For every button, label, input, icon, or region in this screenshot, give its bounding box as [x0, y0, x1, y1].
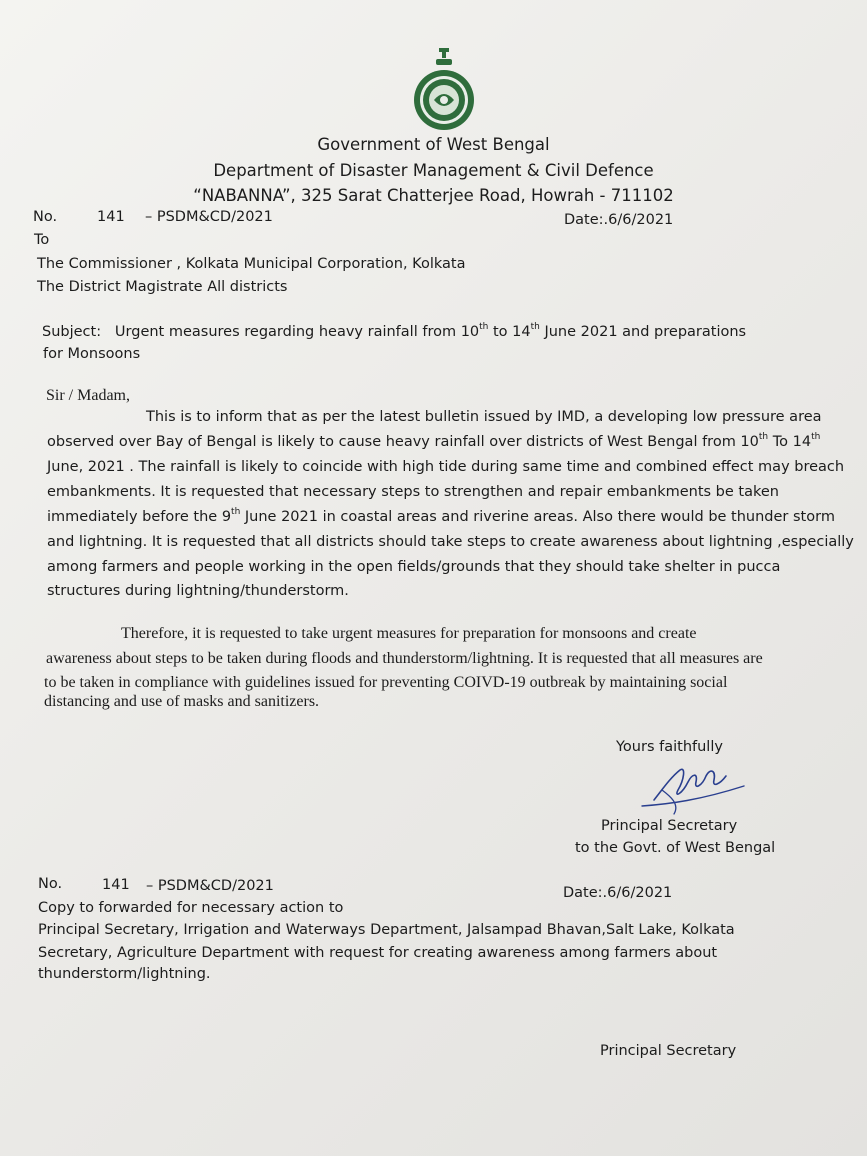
copy-line-3: Secretary, Agriculture Department with request for creating awareness among farmers about	[38, 945, 718, 961]
header-department: Department of Disaster Management & Civil Defence	[213, 161, 654, 180]
para1-line-1: This is to inform that as per the latest bulletin issued by IMD, a developing low pressure area	[146, 409, 822, 425]
copy-line-4: thunderstorm/lightning.	[38, 966, 211, 982]
para1-line-3: June, 2021 . The rainfall is likely to coincide with high tide during same time and combined effect may breach	[47, 459, 845, 475]
para1-line-7: among farmers and people working in the open fields/grounds that they should take shelter in pucca	[47, 559, 781, 575]
copy-date: Date:.6/6/2021	[563, 885, 673, 901]
para1-line-6: and lightning. It is requested that all districts should take steps to create awareness about lightning ,especially	[47, 534, 854, 550]
subject-line-2: for Monsoons	[43, 346, 141, 362]
closing-yours-faithfully: Yours faithfully	[616, 739, 723, 755]
signatory-title: Principal Secretary	[601, 818, 738, 834]
header-address: “NABANNA”, 325 Sarat Chatterjee Road, Howrah - 711102	[193, 186, 674, 205]
to-label: To	[34, 232, 50, 248]
header-government: Government of West Bengal	[317, 135, 550, 154]
subject-sup-2: th	[530, 322, 540, 332]
copy-signoff: Principal Secretary	[600, 1043, 737, 1059]
para1-line-4: embankments. It is requested that necessary steps to strengthen and repair embankments be taken	[47, 484, 779, 500]
recipient-district-magistrate: The District Magistrate All districts	[37, 279, 288, 295]
subject-line	[42, 324, 746, 340]
para1-line-8: structures during lightning/thunderstorm.	[47, 583, 349, 599]
handwritten-signature	[640, 760, 750, 824]
para2-line-4: distancing and use of masks and sanitizers.	[44, 693, 320, 710]
subject-text-b: to 14	[488, 324, 531, 340]
copy-line-2: Principal Secretary, Irrigation and Waterways Department, Jalsampad Bhavan,Salt Lake, Kolkata	[38, 922, 735, 938]
subject-text-c: June 2021 and preparations	[539, 324, 747, 340]
memo-no-label: No.	[33, 209, 58, 225]
para2-line-2: awareness about steps to be taken during floods and thunderstorm/lightning. It is requested that all measures are	[46, 650, 763, 667]
copy-line-1: Copy to forwarded for necessary action to	[38, 900, 344, 916]
copy-no-label: No.	[38, 876, 63, 892]
signatory-subtitle: to the Govt. of West Bengal	[575, 840, 776, 856]
subject-sup-1: th	[479, 322, 489, 332]
memo-reference: – PSDM&CD/2021	[145, 209, 273, 225]
salutation: Sir / Madam,	[46, 387, 130, 404]
subject-text-a: Urgent measures regarding heavy rainfall from 10	[114, 324, 480, 340]
memo-no-value: 141	[97, 209, 125, 225]
memo-date: Date:.6/6/2021	[564, 212, 674, 228]
state-emblem	[408, 44, 480, 134]
copy-no-value: 141	[102, 877, 130, 893]
recipient-commissioner: The Commissioner , Kolkata Municipal Corporation, Kolkata	[37, 256, 466, 272]
para1-line-5: immediately before the 9th June 2021 in coastal areas and riverine areas. Also there would be thunder storm	[47, 507, 835, 525]
para2-line-1: Therefore, it is requested to take urgent measures for preparation for monsoons and create	[121, 625, 697, 642]
para1-line-2: observed over Bay of Bengal is likely to cause heavy rainfall over districts of West Bengal from 10th To 14th	[47, 432, 821, 450]
copy-reference: – PSDM&CD/2021	[146, 878, 274, 894]
subject-label: Subject:	[42, 324, 102, 340]
para2-line-3: to be taken in compliance with guidelines issued for preventing COIVD-19 outbreak by maintaining social	[44, 674, 728, 691]
